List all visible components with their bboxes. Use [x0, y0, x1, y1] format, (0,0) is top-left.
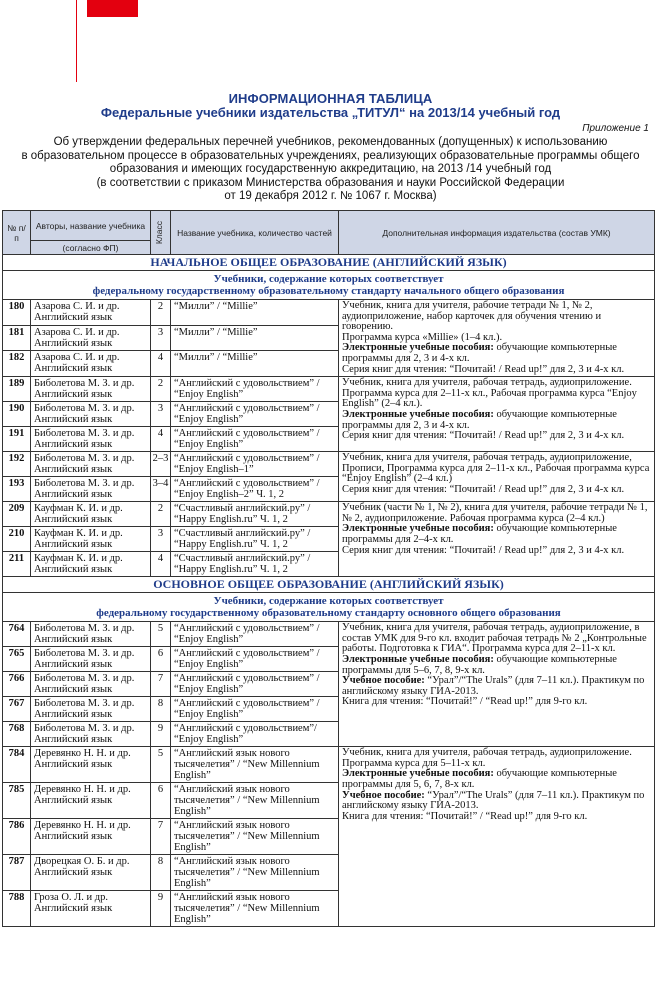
row-class: 9 — [151, 891, 171, 927]
row-number: 786 — [3, 819, 31, 855]
info-text: Учебник, книга для учителя, рабочая тетрадь, аудиоприложение, Прописи, Программа курса для 2–11-х кл., Рабочая программа курса “Enjoy English” (2–4 кл.) — [342, 452, 650, 485]
row-textbook-name: “Английский с удовольствием” / “Enjoy English” — [171, 377, 339, 402]
table-row — [3, 452, 655, 477]
brand-red-line — [76, 0, 77, 82]
info-paragraph — [342, 410, 651, 431]
row-author: Гроза О. Л. и др. Английский язык — [31, 891, 151, 927]
row-textbook-name: “Английский язык нового тысячелетия” / “New Millennium English” — [171, 819, 339, 855]
row-class: 8 — [151, 697, 171, 722]
row-number: 785 — [3, 783, 31, 819]
table-row — [3, 300, 655, 326]
row-number: 787 — [3, 855, 31, 891]
row-class: 3 — [151, 325, 171, 351]
section-title: ОСНОВНОЕ ОБЩЕЕ ОБРАЗОВАНИЕ (АНГЛИЙСКИЙ ЯЗЫК) — [3, 577, 655, 593]
info-text: обучающие компьютерные программы для 2, 3 и 4-х кл. — [342, 342, 617, 364]
row-textbook-name: “Счастливый английский.ру” / “Happy English.ru” Ч. 1, 2 — [171, 552, 339, 577]
info-paragraph — [342, 812, 651, 823]
row-number: 784 — [3, 747, 31, 783]
row-additional-info — [339, 502, 655, 577]
info-text: Книга для чтения: “Почитай!” / “Read up!” для 9-го кл. — [342, 810, 588, 822]
col-header-authors-sub: (согласно ФП) — [31, 241, 151, 255]
row-number: 180 — [3, 300, 31, 326]
row-class: 7 — [151, 819, 171, 855]
row-number: 767 — [3, 697, 31, 722]
intro-line: (в соответствии с приказом Министерства образования и науки Российской Федерации — [96, 176, 565, 189]
info-text: Учебник (части № 1, № 2), книга для учителя, рабочие тетради № 1, № 2, аудиоприложение. Рабочая программа курса (2–4 кл.) — [342, 502, 648, 524]
row-author: Биболетова М. З. и др. Английский язык — [31, 647, 151, 672]
info-paragraph — [342, 676, 651, 697]
col-header-authors: Авторы, название учебника — [31, 211, 151, 241]
row-number: 182 — [3, 351, 31, 377]
row-additional-info — [339, 300, 655, 377]
info-paragraph — [342, 378, 651, 410]
row-number: 210 — [3, 527, 31, 552]
intro-line: в образовательном процессе в образовательных учреждениях, реализующих образовательные программы общего — [21, 149, 640, 162]
row-author: Дворецкая О. Б. и др. Английский язык — [31, 855, 151, 891]
info-text: Учебник, книга для учителя, рабочая тетрадь, аудиоприложение. Программа курса для 2–11-х кл., Рабочая программа курса “Enjoy English” (2–4 кл.). — [342, 377, 637, 410]
subsection-line: федеральному государственному образовательному стандарту начального общего образования — [92, 285, 565, 297]
annex-label: Приложение 1 — [582, 123, 649, 134]
row-author: Азарова С. И. и др. Английский язык — [31, 351, 151, 377]
info-bold-label: Электронные учебные пособия: — [342, 523, 494, 535]
info-paragraph — [342, 524, 651, 545]
row-additional-info — [339, 747, 655, 927]
subsection-line: федеральному государственному образовательному стандарту основного общего образования — [96, 607, 561, 620]
col-header-class — [151, 211, 171, 255]
table-row — [3, 502, 655, 527]
intro-line: образования и имеющих государственную аккредитацию, на 2013 /14 учебный год — [109, 163, 552, 176]
info-paragraph — [342, 769, 651, 790]
subsection-row — [3, 271, 655, 300]
info-paragraph — [342, 697, 651, 708]
row-number: 211 — [3, 552, 31, 577]
row-class: 3–4 — [151, 477, 171, 502]
row-class: 3 — [151, 527, 171, 552]
intro-text — [0, 136, 661, 204]
row-author: Биболетова М. З. и др. Английский язык — [31, 452, 151, 477]
row-class: 2 — [151, 377, 171, 402]
info-text: обучающие компьютерные программы для 5–6, 7, 8, 9-х кл. — [342, 653, 617, 676]
row-textbook-name: “Английский с удовольствием” / “Enjoy English–1” — [171, 452, 339, 477]
subsection-row — [3, 593, 655, 622]
row-additional-info — [339, 622, 655, 747]
col-header-name: Название учебника, количество частей — [171, 211, 339, 255]
row-author: Деревянко Н. Н. и др. Английский язык — [31, 819, 151, 855]
intro-line: от 19 декабря 2012 г. № 1067 г. Москва) — [224, 190, 437, 203]
row-class: 2–3 — [151, 452, 171, 477]
row-number: 768 — [3, 722, 31, 747]
row-textbook-name: “Английский с удовольствием”/ “Enjoy English” — [171, 722, 339, 747]
row-class: 2 — [151, 502, 171, 527]
row-author: Деревянко Н. Н. и др. Английский язык — [31, 747, 151, 783]
row-number: 766 — [3, 672, 31, 697]
row-textbook-name: “Английский язык нового тысячелетия” / “New Millennium English” — [171, 783, 339, 819]
info-paragraph — [342, 301, 651, 333]
info-paragraph — [342, 343, 651, 364]
col-header-class-text: Класс — [154, 220, 164, 245]
info-text: Учебник, книга для учителя, рабочая тетрадь, аудиоприложение, в состав УМК для 9-го кл. входит рабочая тетрадь № 2 „Контрольные работы. Подготовка к ГИА“. Программа курса для 2–11-х кл. — [342, 622, 647, 655]
row-textbook-name: “Английский с удовольствием” / “Enjoy English” — [171, 622, 339, 647]
row-textbook-name: “Милли” / “Millie” — [171, 300, 339, 326]
table-row — [3, 377, 655, 402]
info-paragraph — [342, 365, 651, 376]
row-textbook-name: “Английский с удовольствием” / “Enjoy English” — [171, 402, 339, 427]
row-author: Биболетова М. З. и др. Английский язык — [31, 722, 151, 747]
subsection-title — [3, 593, 655, 622]
row-author: Биболетова М. З. и др. Английский язык — [31, 477, 151, 502]
row-textbook-name: “Английский с удовольствием” / “Enjoy English” — [171, 697, 339, 722]
row-number: 788 — [3, 891, 31, 927]
row-textbook-name: “Милли” / “Millie” — [171, 351, 339, 377]
info-text: обучающие компьютерные программы для 5, 6, 7, 8-х кл. — [342, 768, 617, 790]
row-author: Кауфман К. И. и др. Английский язык — [31, 552, 151, 577]
row-author: Биболетова М. З. и др. Английский язык — [31, 622, 151, 647]
row-author: Кауфман К. И. и др. Английский язык — [31, 527, 151, 552]
info-text: Серия книг для чтения: “Почитай! / Read up!” для 2, 3 и 4-х кл. — [342, 363, 625, 375]
info-text: Учебник, книга для учителя, рабочая тетрадь, аудиоприложение. Программа курса для 5–11-х кл. — [342, 747, 632, 769]
row-textbook-name: “Милли” / “Millie” — [171, 325, 339, 351]
row-class: 4 — [151, 427, 171, 452]
info-paragraph — [342, 431, 651, 442]
row-number: 191 — [3, 427, 31, 452]
info-bold-label: Электронные учебные пособия: — [342, 653, 494, 665]
info-text: “Урал”/“The Urals” (для 7–11 кл.). Практикум по английскому языку ГИА-2013. — [342, 789, 645, 812]
row-class: 4 — [151, 552, 171, 577]
row-author: Кауфман К. И. и др. Английский язык — [31, 502, 151, 527]
row-textbook-name: “Английский язык нового тысячелетия” / “New Millennium English” — [171, 747, 339, 783]
info-text: “Урал”/“The Urals” (для 7–11 кл.). Практикум по английскому языку ГИА-2013. — [342, 675, 645, 697]
info-bold-label: Электронные учебные пособия: — [342, 768, 494, 780]
row-class: 6 — [151, 783, 171, 819]
row-author: Деревянко Н. Н. и др. Английский язык — [31, 783, 151, 819]
intro-line: Об утверждении федеральных перечней учебников, рекомендованных (допущенных) к использованию — [53, 136, 608, 148]
row-author: Биболетова М. З. и др. Английский язык — [31, 697, 151, 722]
row-class: 6 — [151, 647, 171, 672]
row-textbook-name: “Английский язык нового тысячелетия” / “New Millennium English” — [171, 891, 339, 927]
info-paragraph — [342, 485, 651, 496]
row-number: 189 — [3, 377, 31, 402]
row-textbook-name: “Английский с удовольствием” / “Enjoy English–2” Ч. 1, 2 — [171, 477, 339, 502]
page-title: ИНФОРМАЦИОННАЯ ТАБЛИЦА — [228, 91, 433, 106]
row-class: 5 — [151, 747, 171, 783]
info-text: Книга для чтения: “Почитай!” / “Read up!” для 9-го кл. — [342, 696, 588, 708]
info-text: Серия книг для чтения: “Почитай! / Read up!” для 2, 3 и 4-х кл. — [342, 544, 625, 556]
info-bold-label: Учебное пособие: — [342, 675, 425, 687]
section-row — [3, 577, 655, 593]
row-textbook-name: “Английский с удовольствием” / “Enjoy English” — [171, 647, 339, 672]
info-bold-label: Электронные учебные пособия: — [342, 408, 494, 420]
row-number: 764 — [3, 622, 31, 647]
info-text: Серия книг для чтения: “Почитай! / Read up!” для 2, 3 и 4-х кл. — [342, 483, 625, 495]
row-author: Азарова С. И. и др. Английский язык — [31, 300, 151, 326]
row-number: 181 — [3, 325, 31, 351]
row-author: Биболетова М. З. и др. Английский язык — [31, 427, 151, 452]
info-text: обучающие компьютерные программы для 2–4-х кл. — [342, 523, 617, 545]
table-row — [3, 622, 655, 647]
row-textbook-name: “Английский с удовольствием” / “Enjoy English” — [171, 672, 339, 697]
info-text: обучающие компьютерные программы для 2, 3 и 4-х кл. — [342, 408, 617, 431]
row-textbook-name: “Английский с удовольствием” / “Enjoy English” — [171, 427, 339, 452]
table-body — [3, 255, 655, 927]
row-class: 3 — [151, 402, 171, 427]
row-author: Биболетова М. З. и др. Английский язык — [31, 402, 151, 427]
info-paragraph — [342, 655, 651, 676]
row-textbook-name: “Счастливый английский.ру” / “Happy English.ru” Ч. 1, 2 — [171, 527, 339, 552]
col-header-info: Дополнительная информация издательства (состав УМК) — [339, 211, 655, 255]
info-text: Учебник, книга для учителя, рабочие тетради № 1, № 2, аудиоприложение, набор карточек для обучения чтению и говорению. — [342, 300, 602, 333]
row-author: Азарова С. И. и др. Английский язык — [31, 325, 151, 351]
info-bold-label: Электронные учебные пособия: — [342, 342, 494, 354]
info-paragraph — [342, 748, 651, 769]
info-paragraph — [342, 623, 651, 655]
row-number: 209 — [3, 502, 31, 527]
row-class: 4 — [151, 351, 171, 377]
row-number: 192 — [3, 452, 31, 477]
page-subtitle: Федеральные учебники издательства „ТИТУЛ“ на 2013/14 учебный год — [100, 105, 561, 120]
row-additional-info — [339, 377, 655, 452]
info-bold-label: Учебное пособие: — [342, 789, 425, 801]
info-text: Программа курса «Millie» (1–4 кл.). — [342, 331, 503, 343]
section-title: НАЧАЛЬНОЕ ОБЩЕЕ ОБРАЗОВАНИЕ (АНГЛИЙСКИЙ ЯЗЫК) — [3, 255, 655, 271]
row-class: 7 — [151, 672, 171, 697]
info-text: Серия книг для чтения: “Почитай! / Read up!” для 2, 3 и 4-х кл. — [342, 430, 625, 442]
row-textbook-name: “Английский язык нового тысячелетия” / “New Millennium English” — [171, 855, 339, 891]
info-paragraph — [342, 503, 651, 524]
info-paragraph — [342, 546, 651, 557]
row-number: 765 — [3, 647, 31, 672]
info-paragraph — [342, 453, 651, 485]
subsection-line: Учебники, содержание которых соответствует — [213, 273, 444, 285]
row-class: 8 — [151, 855, 171, 891]
row-textbook-name: “Счастливый английский.ру” / “Happy English.ru” Ч. 1, 2 — [171, 502, 339, 527]
row-class: 5 — [151, 622, 171, 647]
subsection-line: Учебники, содержание которых соответствует — [213, 595, 444, 608]
brand-red-bar — [87, 0, 138, 17]
section-row — [3, 255, 655, 271]
textbook-table — [2, 210, 655, 927]
row-class: 9 — [151, 722, 171, 747]
row-number: 193 — [3, 477, 31, 502]
row-number: 190 — [3, 402, 31, 427]
row-author: Биболетова М. З. и др. Английский язык — [31, 672, 151, 697]
info-paragraph — [342, 791, 651, 812]
row-class: 2 — [151, 300, 171, 326]
row-author: Биболетова М. З. и др. Английский язык — [31, 377, 151, 402]
subsection-title — [3, 271, 655, 300]
row-additional-info — [339, 452, 655, 502]
table-row — [3, 747, 655, 783]
col-header-num: № п/п — [3, 211, 31, 255]
